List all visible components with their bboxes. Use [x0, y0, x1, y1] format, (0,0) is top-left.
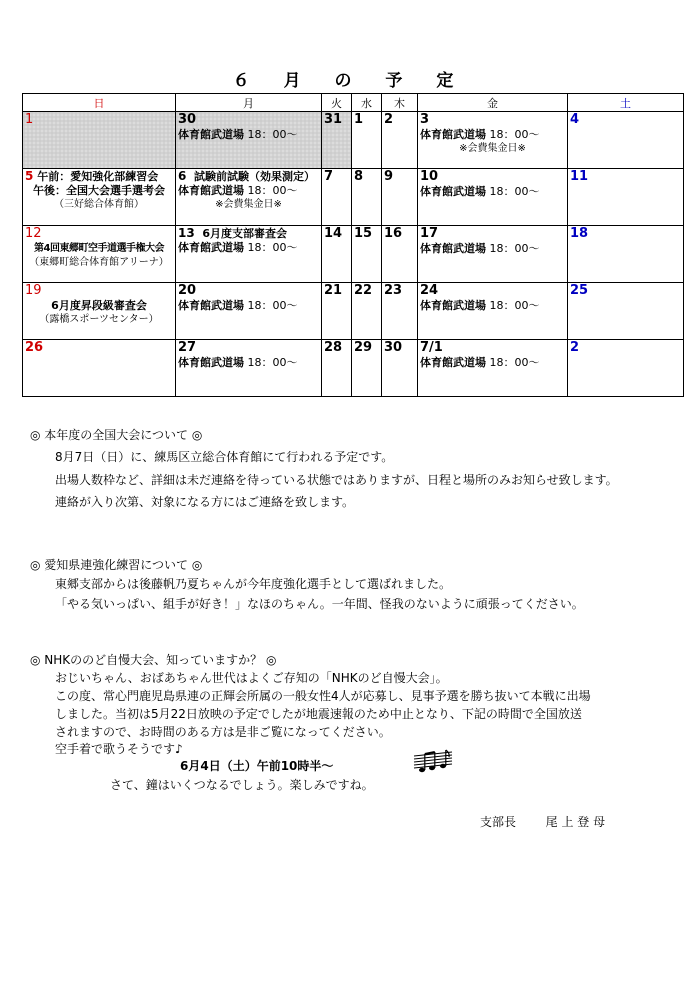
day-cell [382, 226, 418, 283]
day-cell [418, 226, 568, 283]
week-row-3 [23, 226, 684, 283]
day-cell [352, 340, 382, 397]
section-text: 「やる気いっぱい、組手が好き！」なほのちゃん。一年間、怪我のないように頑張ってください。 [55, 597, 584, 611]
header-monday: 月 [176, 94, 322, 112]
week-row-1 [23, 112, 684, 169]
day-cell [418, 283, 568, 340]
event-place: （三好総合体育館） [54, 199, 144, 210]
section-heading-national: ◎ 本年度の全国大会について ◎ [30, 428, 203, 442]
day-number: 14 [324, 226, 343, 241]
day-number: 19 [25, 283, 42, 298]
signature [480, 813, 605, 830]
page-title: ６ 月 の 予 定 [232, 71, 468, 91]
day-cell [352, 226, 382, 283]
day-number: 21 [324, 283, 343, 298]
day-cell [176, 226, 322, 283]
calendar-header-row [23, 94, 684, 112]
event-text: 体育館武道場 18：00～ [420, 299, 540, 312]
day-number: 15 [354, 226, 373, 241]
section-text: 空手着で歌うそうです♪ [55, 742, 183, 756]
event-text: 体育館武道場 18：00～ [420, 356, 540, 369]
day-cell [322, 340, 352, 397]
fee-note: ※会費集金日※ [215, 199, 282, 210]
day-number: 22 [354, 283, 373, 298]
day-number: 8 [354, 169, 364, 184]
day-number: 30 [384, 340, 403, 355]
day-cell [322, 283, 352, 340]
day-number: 4 [570, 112, 580, 127]
event-text: 体育館武道場 18：00～ [420, 128, 540, 141]
day-cell [176, 283, 322, 340]
day-cell [322, 226, 352, 283]
day-cell [382, 340, 418, 397]
day-number: 17 [420, 226, 439, 241]
day-cell [568, 283, 684, 340]
day-cell [382, 283, 418, 340]
day-cell [322, 112, 352, 169]
day-cell [418, 112, 568, 169]
day-cell [568, 226, 684, 283]
music-notes-icon [412, 748, 454, 776]
event-text: 13 6月度支部審査会 [178, 226, 288, 240]
section-heading-nhk: ◎ NHKののど自慢大会、知っていますか？ ◎ [30, 653, 277, 667]
day-number: 23 [384, 283, 403, 298]
day-cell [568, 112, 684, 169]
day-number: 16 [384, 226, 403, 241]
day-number: 11 [570, 169, 589, 184]
event-text: 体育館武道場 18：00～ [420, 185, 540, 198]
event-place: （露橋スポーツセンター） [39, 314, 159, 325]
calendar-table [22, 93, 684, 397]
day-cell [176, 340, 322, 397]
event-text: 6月度昇段級審査会 [51, 299, 147, 312]
event-text: 6 試験前試験（効果測定） [178, 169, 316, 183]
section-text: されますので、お時間のある方は是非ご覧になってください。 [55, 725, 391, 739]
event-place: （東郷町総合体育館アリーナ） [29, 257, 169, 268]
header-sunday: 日 [23, 94, 176, 112]
broadcast-time: 6月4日（土）午前10時半～ [180, 759, 334, 773]
day-number: 27 [178, 340, 197, 355]
section-text: 東郷支部からは後藤帆乃夏ちゃんが今年度強化選手として選ばれました。 [55, 577, 452, 591]
day-number: 24 [420, 283, 439, 298]
day-number: 9 [384, 169, 394, 184]
event-text: 5 午前：愛知強化部練習会 [25, 169, 159, 183]
week-row-5 [23, 340, 684, 397]
day-number: 12 [25, 226, 42, 241]
day-cell [23, 340, 176, 397]
week-row-2 [23, 169, 684, 226]
day-cell [23, 169, 176, 226]
event-text: 体育館武道場 18：00～ [178, 184, 298, 197]
section-text: さて、鐘はいくつなるでしょう。楽しみですね。 [110, 778, 374, 792]
day-cell [418, 169, 568, 226]
header-tuesday: 火 [322, 94, 352, 112]
day-number: 2 [570, 340, 580, 355]
header-friday: 金 [418, 94, 568, 112]
day-number: 28 [324, 340, 343, 355]
event-text: 第4回東郷町空手道選手権大会 [34, 243, 164, 254]
section-text: おじいちゃん、おばあちゃん世代はよくご存知の「NHKのど自慢大会」。 [55, 671, 448, 685]
signature-role: 支部長 [480, 815, 517, 829]
day-number: 1 [354, 112, 364, 127]
section-text: この度、常心門鹿児島県連の正輝会所属の一般女性4人が応募し、見事予選を勝ち抜いて本戦に出場 [55, 689, 591, 703]
header-thursday: 木 [382, 94, 418, 112]
day-cell [382, 169, 418, 226]
day-number: 1 [25, 112, 34, 127]
day-cell [568, 340, 684, 397]
day-number: 2 [384, 112, 394, 127]
event-text: 午後：全国大会選手選考会 [33, 184, 165, 197]
day-cell [352, 169, 382, 226]
day-cell [176, 112, 322, 169]
day-number: 3 [420, 112, 430, 127]
day-cell [352, 283, 382, 340]
signature-name: 尾 上 登 母 [545, 815, 606, 829]
event-text: 体育館武道場 18：00～ [178, 241, 298, 254]
section-heading-training: ◎ 愛知県連強化練習について ◎ [30, 558, 203, 572]
header-saturday: 土 [568, 94, 684, 112]
day-number: 29 [354, 340, 373, 355]
day-cell [23, 112, 176, 169]
event-text: 体育館武道場 18：00～ [178, 128, 298, 141]
event-text: 体育館武道場 18：00～ [178, 356, 298, 369]
day-number: 10 [420, 169, 439, 184]
event-text: 体育館武道場 18：00～ [178, 299, 298, 312]
day-number: 18 [570, 226, 589, 241]
fee-note: ※会費集金日※ [459, 143, 526, 154]
day-number: 20 [178, 283, 197, 298]
day-number: 30 [178, 112, 197, 127]
day-number: 31 [324, 112, 343, 127]
day-cell [382, 112, 418, 169]
day-number: 7/1 [420, 340, 443, 355]
day-number: 25 [570, 283, 589, 298]
section-text: 8月7日（日）に、練馬区立総合体育館にて行われる予定です。 [55, 450, 394, 464]
day-cell [352, 112, 382, 169]
day-number: 7 [324, 169, 334, 184]
section-text: 出場人数枠など、詳細は未だ連絡を待っている状態ではありますが、日程と場所のみお知らせ致します。 [55, 473, 618, 487]
day-cell [23, 283, 176, 340]
day-number: 26 [25, 340, 44, 355]
day-cell [418, 340, 568, 397]
day-cell [568, 169, 684, 226]
day-cell [23, 226, 176, 283]
header-wednesday: 水 [352, 94, 382, 112]
section-text: しました。当初は5月22日放映の予定でしたが地震速報のため中止となり、下記の時間で全国放送 [55, 707, 582, 721]
week-row-4 [23, 283, 684, 340]
event-text: 体育館武道場 18：00～ [420, 242, 540, 255]
section-text: 連絡が入り次第、対象になる方にはご連絡を致します。 [55, 495, 355, 509]
day-cell [176, 169, 322, 226]
day-cell [322, 169, 352, 226]
